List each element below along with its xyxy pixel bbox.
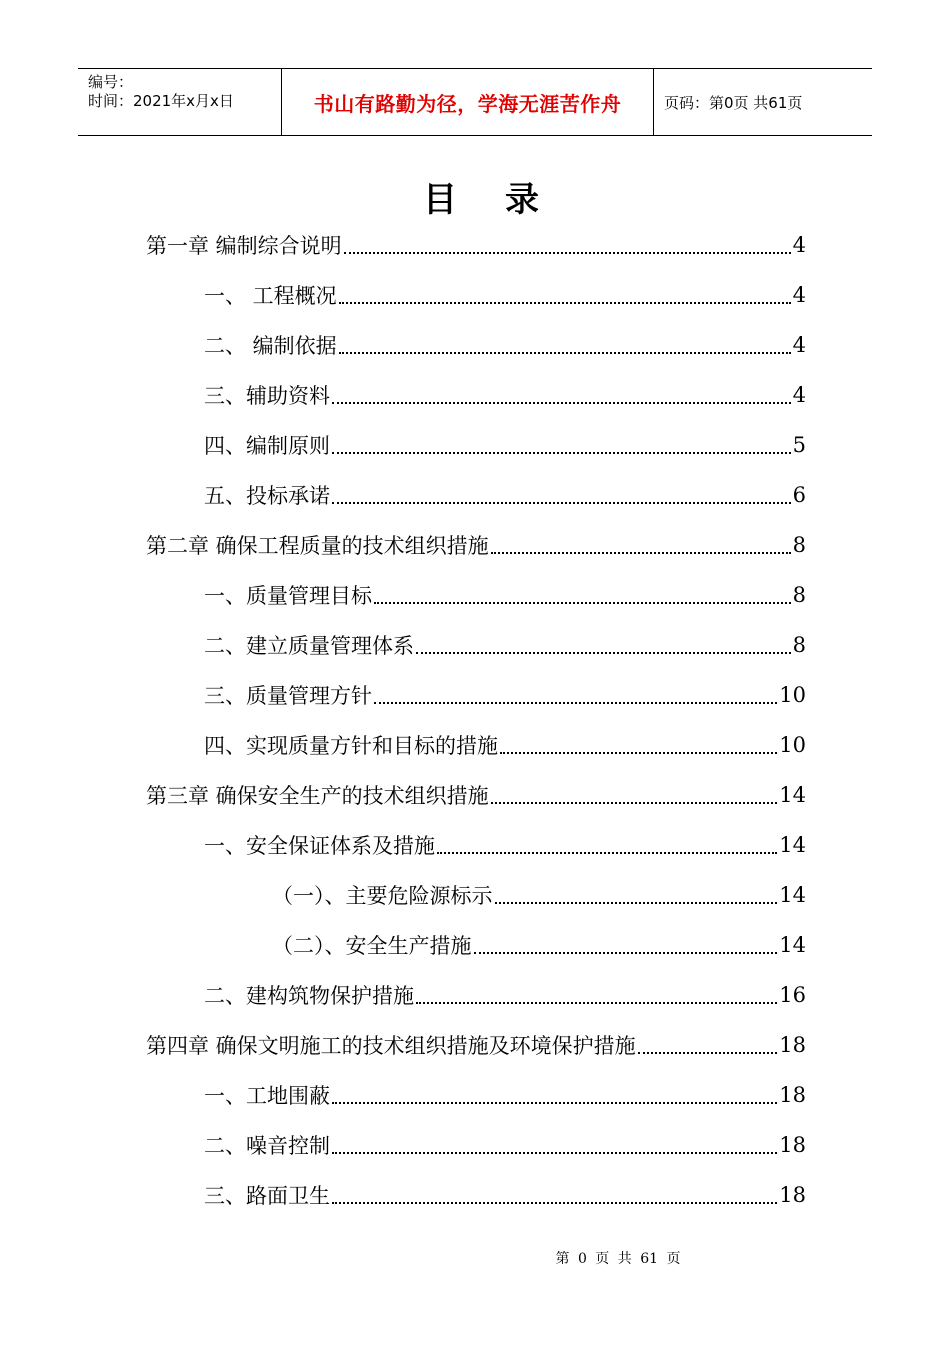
toc-entry-page: 6 bbox=[792, 483, 806, 507]
toc-entry-label: 三、质量管理方针 bbox=[204, 684, 372, 708]
toc-entry[interactable] bbox=[204, 1120, 806, 1170]
toc-title: 目录 bbox=[423, 180, 587, 220]
header-motto: 书山有路勤为径，学海无涯苦作舟 bbox=[282, 69, 654, 135]
toc-leader-dots bbox=[339, 352, 791, 354]
toc-entry-label: 第四章 确保文明施工的技术组织措施及环境保护措施 bbox=[146, 1034, 636, 1058]
toc-entry[interactable] bbox=[204, 670, 806, 720]
toc-entry[interactable] bbox=[272, 920, 806, 970]
toc-entry-label: 二、 编制依据 bbox=[204, 334, 337, 358]
toc-entry-label: 四、编制原则 bbox=[204, 434, 330, 458]
document-date: 时间：2021年x月x日 bbox=[88, 92, 234, 110]
toc-leader-dots bbox=[374, 702, 777, 704]
toc-leader-dots bbox=[416, 1002, 777, 1004]
toc-leader-dots bbox=[374, 602, 791, 604]
toc-leader-dots bbox=[437, 852, 777, 854]
toc-entry-label: 三、路面卫生 bbox=[204, 1184, 330, 1208]
toc-entry-page: 18 bbox=[779, 1183, 806, 1207]
toc-entry-page: 5 bbox=[792, 433, 806, 457]
header-page-info: 页码：第0页 共61页 bbox=[664, 93, 803, 112]
toc-entry[interactable] bbox=[204, 420, 806, 470]
toc-entry-page: 14 bbox=[779, 783, 806, 807]
toc-leader-dots bbox=[332, 452, 791, 454]
toc-leader-dots bbox=[332, 1102, 777, 1104]
toc-entry-label: 第二章 确保工程质量的技术组织措施 bbox=[146, 534, 489, 558]
toc-entry-label: 三、辅助资料 bbox=[204, 384, 330, 408]
toc-leader-dots bbox=[416, 652, 791, 654]
toc-leader-dots bbox=[495, 902, 778, 904]
document-number-label: 编号： bbox=[88, 73, 134, 91]
toc-leader-dots bbox=[474, 952, 778, 954]
toc-entry-label: 二、建构筑物保护措施 bbox=[204, 984, 414, 1008]
toc-entry[interactable] bbox=[272, 870, 806, 920]
toc-leader-dots bbox=[332, 1202, 777, 1204]
toc-entry-page: 14 bbox=[779, 833, 806, 857]
toc-entry-label: 第一章 编制综合说明 bbox=[146, 234, 342, 258]
toc-entry-page: 8 bbox=[792, 583, 806, 607]
toc-entry-label: 五、投标承诺 bbox=[204, 484, 330, 508]
toc-leader-dots bbox=[332, 502, 791, 504]
toc-entry-page: 18 bbox=[779, 1133, 806, 1157]
toc-leader-dots bbox=[332, 402, 791, 404]
toc-entry-page: 14 bbox=[779, 883, 806, 907]
toc-leader-dots bbox=[332, 1152, 777, 1154]
toc-entry-label: 一、 工程概况 bbox=[204, 284, 337, 308]
toc-entry-chapter-4[interactable] bbox=[146, 1020, 806, 1070]
header-meta bbox=[78, 69, 282, 135]
toc-entry-page: 4 bbox=[792, 333, 806, 357]
toc-entry-label: （二）、安全生产措施 bbox=[272, 934, 472, 958]
toc-entry-page: 18 bbox=[779, 1083, 806, 1107]
toc-entry-page: 16 bbox=[779, 983, 806, 1007]
toc-entry-label: （一）、主要危险源标示 bbox=[272, 884, 493, 908]
toc-entry[interactable] bbox=[204, 1170, 806, 1220]
toc-entry-chapter-1[interactable] bbox=[146, 220, 806, 270]
toc-leader-dots bbox=[344, 252, 791, 254]
toc-entry[interactable] bbox=[204, 1070, 806, 1120]
toc-entry[interactable] bbox=[204, 720, 806, 770]
toc-entry[interactable] bbox=[204, 370, 806, 420]
toc-entry-label: 二、建立质量管理体系 bbox=[204, 634, 414, 658]
toc-leader-dots bbox=[491, 552, 791, 554]
toc-entry[interactable] bbox=[204, 320, 806, 370]
toc-entry[interactable] bbox=[204, 470, 806, 520]
toc-entry-page: 10 bbox=[779, 733, 806, 757]
toc-entry[interactable] bbox=[204, 620, 806, 670]
toc-entry-chapter-3[interactable] bbox=[146, 770, 806, 820]
toc-entry-page: 4 bbox=[792, 233, 806, 257]
toc-entry-label: 一、质量管理目标 bbox=[204, 584, 372, 608]
toc-entry-label: 四、实现质量方针和目标的措施 bbox=[204, 734, 498, 758]
toc-entry[interactable] bbox=[204, 270, 806, 320]
toc-entry-page: 14 bbox=[779, 933, 806, 957]
toc-entry-label: 一、工地围蔽 bbox=[204, 1084, 330, 1108]
toc-entry-page: 4 bbox=[792, 283, 806, 307]
toc-entry[interactable] bbox=[204, 970, 806, 1020]
toc-entry-label: 一、安全保证体系及措施 bbox=[204, 834, 435, 858]
toc-entry-page: 10 bbox=[779, 683, 806, 707]
toc-entry-page: 4 bbox=[792, 383, 806, 407]
toc-entry[interactable] bbox=[204, 820, 806, 870]
page-footer: 第 0 页 共 61 页 bbox=[555, 1251, 681, 1267]
page-header bbox=[78, 68, 872, 136]
toc-leader-dots bbox=[491, 802, 778, 804]
toc-leader-dots bbox=[638, 1052, 778, 1054]
toc-leader-dots bbox=[500, 752, 777, 754]
toc-entry-page: 18 bbox=[779, 1033, 806, 1057]
toc-entry-page: 8 bbox=[792, 633, 806, 657]
toc-leader-dots bbox=[339, 302, 791, 304]
toc-entry-page: 8 bbox=[792, 533, 806, 557]
toc-entry-label: 第三章 确保安全生产的技术组织措施 bbox=[146, 784, 489, 808]
toc-entry-chapter-2[interactable] bbox=[146, 520, 806, 570]
toc-entry[interactable] bbox=[204, 570, 806, 620]
toc-entry-label: 二、噪音控制 bbox=[204, 1134, 330, 1158]
